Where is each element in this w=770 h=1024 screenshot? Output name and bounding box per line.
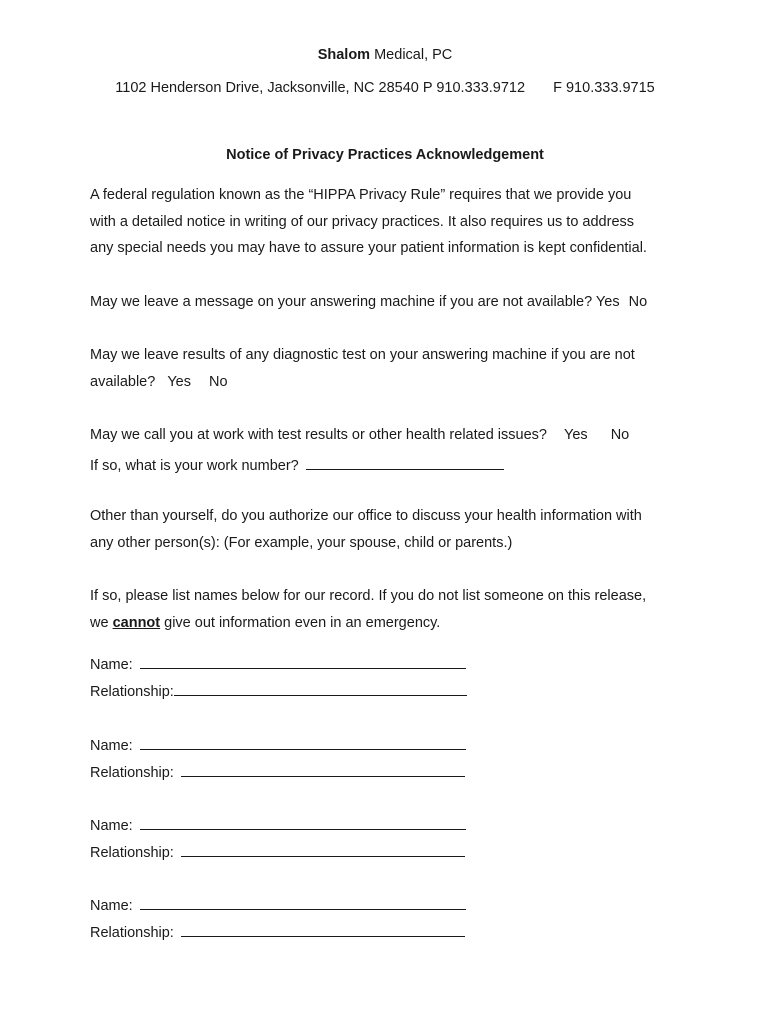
relationship-label: Relationship: (90, 765, 174, 781)
no-option[interactable]: No (209, 374, 228, 390)
contact-name-row (90, 815, 466, 834)
question-answering-machine: May we leave a message on your answering machine if you are not available? Yes No (90, 294, 648, 310)
release-notice-cont: we cannot give out information even in an emergency. (90, 615, 441, 631)
relationship-field[interactable] (174, 681, 467, 696)
contact-name-row (90, 735, 466, 754)
name-field[interactable] (140, 654, 466, 669)
work-number-row (90, 455, 504, 474)
relationship-label: Relationship: (90, 845, 174, 861)
no-option[interactable]: No (628, 294, 648, 310)
relationship-field[interactable] (181, 842, 465, 857)
relationship-field[interactable] (181, 922, 465, 937)
relationship-label: Relationship: (90, 925, 174, 941)
yes-option[interactable]: Yes (564, 427, 588, 443)
contact-line (0, 80, 770, 96)
intro-line: any special needs you may have to assure your patient information is kept confidential. (90, 240, 647, 256)
fax: F 910.333.9715 (553, 80, 655, 96)
emphasis-cannot: cannot (112, 615, 161, 631)
name-label: Name: (90, 657, 133, 673)
question-diagnostic-results: May we leave results of any diagnostic test on your answering machine if you are not (90, 347, 635, 363)
work-number-field[interactable] (306, 455, 504, 470)
phone: P 910.333.9712 (422, 80, 526, 96)
intro-line: A federal regulation known as the “HIPPA Privacy Rule” requires that we provide you (90, 187, 632, 203)
yes-option[interactable]: Yes (167, 374, 191, 390)
name-label: Name: (90, 738, 133, 754)
yes-option[interactable]: Yes (595, 294, 620, 310)
contact-relationship-row (90, 681, 467, 700)
name-field[interactable] (140, 815, 466, 830)
question-diagnostic-results-cont: available? Yes No (90, 374, 228, 390)
name-field[interactable] (140, 895, 466, 910)
name-label: Name: (90, 818, 133, 834)
question-authorize: Other than yourself, do you authorize our office to discuss your health information with (90, 508, 642, 524)
work-number-label: If so, what is your work number? (90, 458, 299, 474)
contact-name-row (90, 895, 466, 914)
no-option[interactable]: No (610, 427, 630, 443)
contact-relationship-row (90, 762, 465, 781)
company-name: Shalom Medical, PC (317, 47, 453, 63)
name-label: Name: (90, 898, 133, 914)
contact-name-row (90, 654, 466, 673)
contact-relationship-row (90, 842, 465, 861)
question-call-at-work: May we call you at work with test results or other health related issues? Yes No (90, 427, 630, 443)
intro-line: with a detailed notice in writing of our privacy practices. It also requires us to address (90, 214, 635, 230)
name-field[interactable] (140, 735, 466, 750)
page-title: Notice of Privacy Practices Acknowledgement (226, 147, 544, 163)
release-notice: If so, please list names below for our record. If you do not list someone on this release, (90, 588, 647, 604)
relationship-field[interactable] (181, 762, 465, 777)
address: 1102 Henderson Drive, Jacksonville, NC 28540 (115, 80, 419, 96)
contact-relationship-row (90, 922, 465, 941)
relationship-label: Relationship: (90, 684, 174, 700)
question-authorize-cont: any other person(s): (For example, your spouse, child or parents.) (90, 535, 513, 551)
